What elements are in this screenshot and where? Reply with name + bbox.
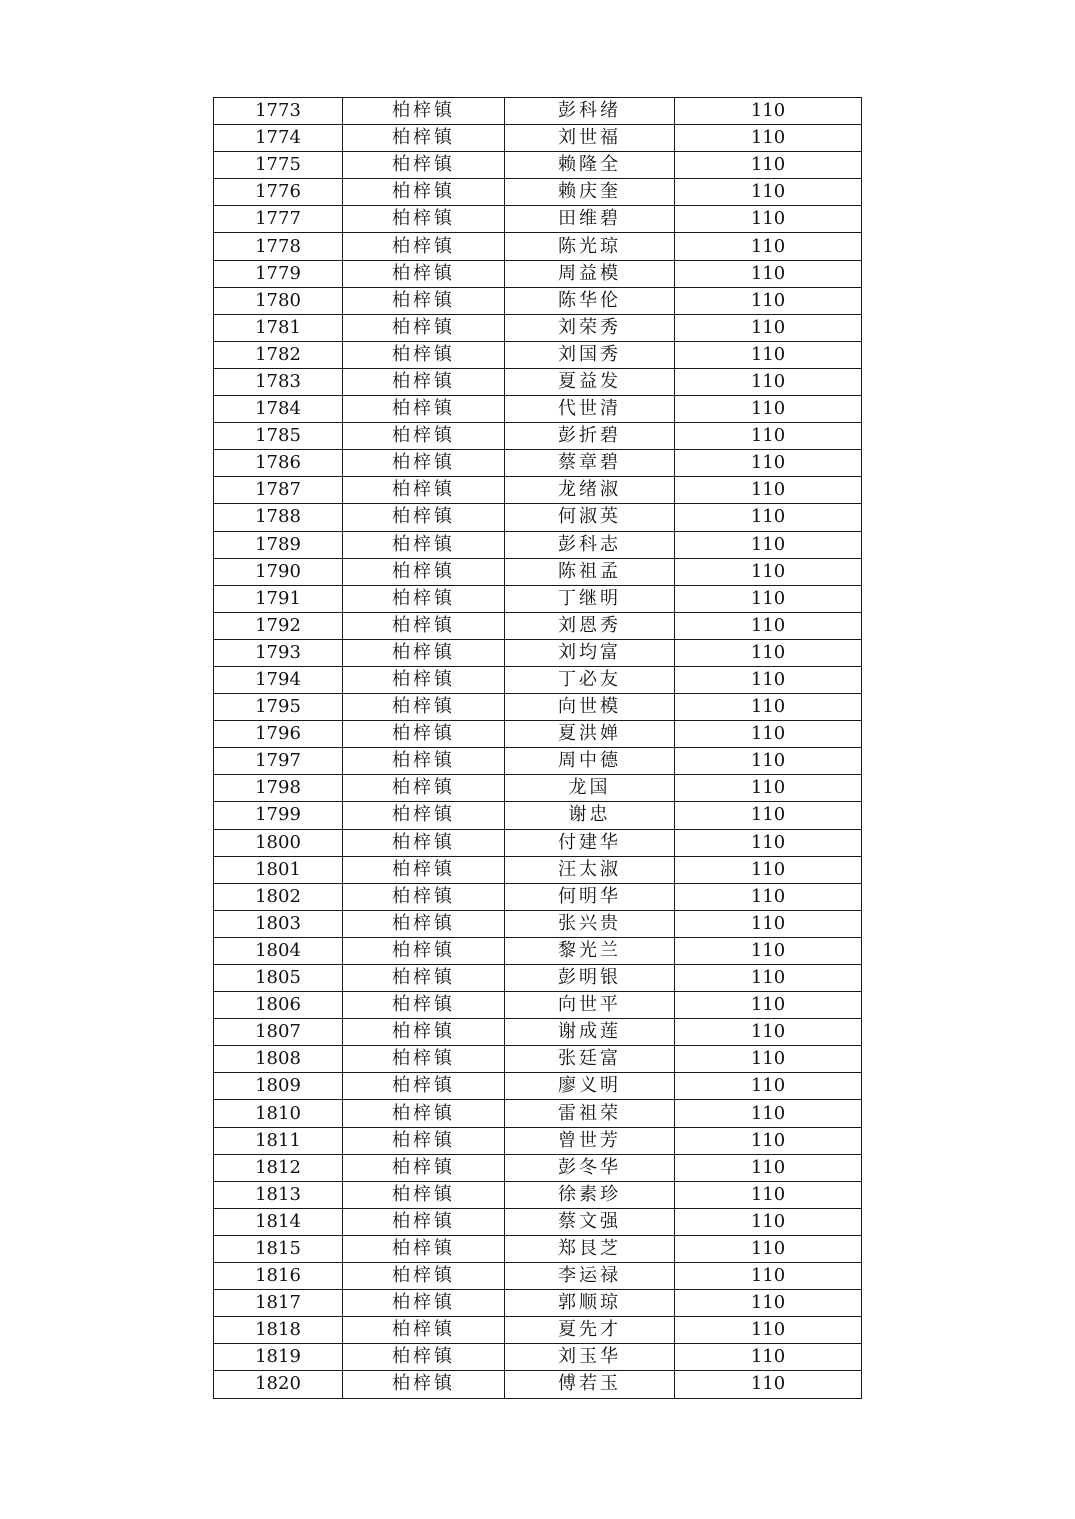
cell-person-name: 汪太淑 [505, 856, 675, 883]
cell-serial-number: 1773 [214, 98, 343, 125]
cell-town: 柏梓镇 [343, 883, 505, 910]
table-row [214, 585, 862, 612]
cell-person-name: 向世模 [505, 694, 675, 721]
cell-town: 柏梓镇 [343, 1317, 505, 1344]
cell-person-name: 谢成莲 [505, 1019, 675, 1046]
cell-person-name: 陈华伦 [505, 287, 675, 314]
cell-amount: 110 [675, 721, 862, 748]
cell-person-name: 郑艮芝 [505, 1235, 675, 1262]
cell-serial-number: 1807 [214, 1019, 343, 1046]
cell-person-name: 黎光兰 [505, 937, 675, 964]
cell-person-name: 彭明银 [505, 965, 675, 992]
cell-town: 柏梓镇 [343, 152, 505, 179]
cell-serial-number: 1774 [214, 125, 343, 152]
cell-person-name: 陈祖孟 [505, 558, 675, 585]
cell-person-name: 谢忠 [505, 802, 675, 829]
cell-serial-number: 1785 [214, 423, 343, 450]
cell-serial-number: 1786 [214, 450, 343, 477]
cell-serial-number: 1813 [214, 1181, 343, 1208]
table-row [214, 98, 862, 125]
table-row [214, 531, 862, 558]
table-row [214, 206, 862, 233]
table-row [214, 1235, 862, 1262]
cell-amount: 110 [675, 125, 862, 152]
cell-serial-number: 1805 [214, 965, 343, 992]
cell-person-name: 丁必友 [505, 666, 675, 693]
cell-serial-number: 1776 [214, 179, 343, 206]
cell-person-name: 代世清 [505, 396, 675, 423]
table-row [214, 1371, 862, 1398]
cell-person-name: 夏洪婵 [505, 721, 675, 748]
cell-amount: 110 [675, 666, 862, 693]
cell-serial-number: 1778 [214, 233, 343, 260]
table-row [214, 721, 862, 748]
table-row [214, 314, 862, 341]
cell-person-name: 夏益发 [505, 368, 675, 395]
cell-person-name: 彭科志 [505, 531, 675, 558]
cell-town: 柏梓镇 [343, 937, 505, 964]
cell-amount: 110 [675, 1019, 862, 1046]
roster-table [213, 97, 862, 1399]
cell-serial-number: 1783 [214, 368, 343, 395]
table-row [214, 504, 862, 531]
table-row [214, 1344, 862, 1371]
cell-amount: 110 [675, 260, 862, 287]
cell-town: 柏梓镇 [343, 504, 505, 531]
table-row [214, 965, 862, 992]
cell-serial-number: 1799 [214, 802, 343, 829]
cell-town: 柏梓镇 [343, 1046, 505, 1073]
table-row [214, 1181, 862, 1208]
cell-person-name: 郭顺琼 [505, 1290, 675, 1317]
table-row [214, 260, 862, 287]
cell-serial-number: 1781 [214, 314, 343, 341]
cell-town: 柏梓镇 [343, 450, 505, 477]
cell-amount: 110 [675, 639, 862, 666]
table-row [214, 125, 862, 152]
table-row [214, 477, 862, 504]
cell-town: 柏梓镇 [343, 748, 505, 775]
roster-table-body [214, 98, 862, 1399]
cell-town: 柏梓镇 [343, 1263, 505, 1290]
cell-town: 柏梓镇 [343, 666, 505, 693]
cell-serial-number: 1817 [214, 1290, 343, 1317]
table-row [214, 368, 862, 395]
cell-amount: 110 [675, 504, 862, 531]
cell-person-name: 蔡文强 [505, 1208, 675, 1235]
cell-amount: 110 [675, 341, 862, 368]
table-row [214, 937, 862, 964]
table-row [214, 1263, 862, 1290]
cell-amount: 110 [675, 1317, 862, 1344]
cell-person-name: 赖庆奎 [505, 179, 675, 206]
cell-town: 柏梓镇 [343, 531, 505, 558]
table-row [214, 1208, 862, 1235]
cell-amount: 110 [675, 1181, 862, 1208]
cell-town: 柏梓镇 [343, 965, 505, 992]
cell-town: 柏梓镇 [343, 992, 505, 1019]
cell-town: 柏梓镇 [343, 1154, 505, 1181]
cell-serial-number: 1796 [214, 721, 343, 748]
cell-serial-number: 1806 [214, 992, 343, 1019]
cell-serial-number: 1802 [214, 883, 343, 910]
cell-amount: 110 [675, 206, 862, 233]
cell-serial-number: 1818 [214, 1317, 343, 1344]
cell-amount: 110 [675, 233, 862, 260]
cell-town: 柏梓镇 [343, 287, 505, 314]
table-row [214, 612, 862, 639]
cell-serial-number: 1820 [214, 1371, 343, 1398]
cell-serial-number: 1784 [214, 396, 343, 423]
table-row [214, 1046, 862, 1073]
cell-person-name: 刘世福 [505, 125, 675, 152]
cell-town: 柏梓镇 [343, 775, 505, 802]
cell-town: 柏梓镇 [343, 721, 505, 748]
cell-town: 柏梓镇 [343, 1235, 505, 1262]
table-row [214, 341, 862, 368]
cell-amount: 110 [675, 937, 862, 964]
cell-serial-number: 1819 [214, 1344, 343, 1371]
cell-person-name: 彭折碧 [505, 423, 675, 450]
table-row [214, 666, 862, 693]
cell-serial-number: 1795 [214, 694, 343, 721]
cell-town: 柏梓镇 [343, 368, 505, 395]
cell-person-name: 刘荣秀 [505, 314, 675, 341]
cell-amount: 110 [675, 1235, 862, 1262]
cell-amount: 110 [675, 1127, 862, 1154]
table-row [214, 1290, 862, 1317]
cell-serial-number: 1787 [214, 477, 343, 504]
table-row [214, 152, 862, 179]
cell-person-name: 丁继明 [505, 585, 675, 612]
cell-person-name: 徐素珍 [505, 1181, 675, 1208]
cell-amount: 110 [675, 531, 862, 558]
table-row [214, 287, 862, 314]
cell-town: 柏梓镇 [343, 585, 505, 612]
cell-person-name: 周中德 [505, 748, 675, 775]
table-row [214, 802, 862, 829]
cell-person-name: 何明华 [505, 883, 675, 910]
cell-town: 柏梓镇 [343, 558, 505, 585]
cell-serial-number: 1804 [214, 937, 343, 964]
cell-amount: 110 [675, 775, 862, 802]
cell-amount: 110 [675, 883, 862, 910]
cell-serial-number: 1780 [214, 287, 343, 314]
table-row [214, 423, 862, 450]
cell-person-name: 付建华 [505, 829, 675, 856]
cell-serial-number: 1775 [214, 152, 343, 179]
cell-town: 柏梓镇 [343, 910, 505, 937]
cell-town: 柏梓镇 [343, 1100, 505, 1127]
cell-serial-number: 1791 [214, 585, 343, 612]
table-row [214, 992, 862, 1019]
cell-town: 柏梓镇 [343, 260, 505, 287]
cell-amount: 110 [675, 1371, 862, 1398]
cell-amount: 110 [675, 152, 862, 179]
cell-amount: 110 [675, 558, 862, 585]
cell-town: 柏梓镇 [343, 1290, 505, 1317]
cell-serial-number: 1782 [214, 341, 343, 368]
cell-town: 柏梓镇 [343, 396, 505, 423]
cell-person-name: 雷祖荣 [505, 1100, 675, 1127]
cell-amount: 110 [675, 992, 862, 1019]
cell-town: 柏梓镇 [343, 612, 505, 639]
cell-amount: 110 [675, 748, 862, 775]
cell-amount: 110 [675, 856, 862, 883]
table-row [214, 1019, 862, 1046]
cell-amount: 110 [675, 1208, 862, 1235]
cell-amount: 110 [675, 1290, 862, 1317]
cell-amount: 110 [675, 477, 862, 504]
cell-person-name: 彭科绪 [505, 98, 675, 125]
table-row [214, 775, 862, 802]
cell-person-name: 田维碧 [505, 206, 675, 233]
cell-town: 柏梓镇 [343, 829, 505, 856]
cell-town: 柏梓镇 [343, 802, 505, 829]
cell-town: 柏梓镇 [343, 1344, 505, 1371]
table-row [214, 1317, 862, 1344]
cell-amount: 110 [675, 1100, 862, 1127]
cell-serial-number: 1812 [214, 1154, 343, 1181]
cell-serial-number: 1798 [214, 775, 343, 802]
cell-person-name: 龙国 [505, 775, 675, 802]
cell-town: 柏梓镇 [343, 856, 505, 883]
cell-amount: 110 [675, 1154, 862, 1181]
cell-town: 柏梓镇 [343, 1019, 505, 1046]
cell-person-name: 赖隆全 [505, 152, 675, 179]
cell-amount: 110 [675, 694, 862, 721]
cell-town: 柏梓镇 [343, 639, 505, 666]
table-row [214, 639, 862, 666]
cell-amount: 110 [675, 802, 862, 829]
cell-serial-number: 1816 [214, 1263, 343, 1290]
cell-person-name: 傅若玉 [505, 1371, 675, 1398]
cell-person-name: 周益模 [505, 260, 675, 287]
cell-serial-number: 1800 [214, 829, 343, 856]
cell-serial-number: 1779 [214, 260, 343, 287]
cell-person-name: 向世平 [505, 992, 675, 1019]
cell-amount: 110 [675, 314, 862, 341]
table-row [214, 1154, 862, 1181]
cell-amount: 110 [675, 368, 862, 395]
table-row [214, 179, 862, 206]
cell-serial-number: 1810 [214, 1100, 343, 1127]
cell-town: 柏梓镇 [343, 1208, 505, 1235]
table-row [214, 1073, 862, 1100]
cell-serial-number: 1788 [214, 504, 343, 531]
cell-serial-number: 1797 [214, 748, 343, 775]
cell-person-name: 张廷富 [505, 1046, 675, 1073]
cell-serial-number: 1809 [214, 1073, 343, 1100]
cell-town: 柏梓镇 [343, 98, 505, 125]
table-row [214, 694, 862, 721]
cell-amount: 110 [675, 1344, 862, 1371]
cell-serial-number: 1790 [214, 558, 343, 585]
cell-person-name: 陈光琼 [505, 233, 675, 260]
cell-person-name: 蔡章碧 [505, 450, 675, 477]
cell-serial-number: 1777 [214, 206, 343, 233]
cell-amount: 110 [675, 98, 862, 125]
table-row [214, 1127, 862, 1154]
cell-serial-number: 1794 [214, 666, 343, 693]
table-row [214, 450, 862, 477]
cell-person-name: 刘恩秀 [505, 612, 675, 639]
cell-amount: 110 [675, 287, 862, 314]
cell-serial-number: 1815 [214, 1235, 343, 1262]
cell-amount: 110 [675, 1263, 862, 1290]
cell-person-name: 龙绪淑 [505, 477, 675, 504]
cell-amount: 110 [675, 179, 862, 206]
cell-person-name: 曾世芳 [505, 1127, 675, 1154]
cell-town: 柏梓镇 [343, 694, 505, 721]
cell-person-name: 刘均富 [505, 639, 675, 666]
cell-town: 柏梓镇 [343, 1073, 505, 1100]
cell-serial-number: 1808 [214, 1046, 343, 1073]
cell-town: 柏梓镇 [343, 314, 505, 341]
table-row [214, 1100, 862, 1127]
cell-amount: 110 [675, 585, 862, 612]
table-row [214, 748, 862, 775]
cell-person-name: 彭冬华 [505, 1154, 675, 1181]
cell-amount: 110 [675, 1073, 862, 1100]
cell-person-name: 张兴贵 [505, 910, 675, 937]
cell-person-name: 何淑英 [505, 504, 675, 531]
table-row [214, 396, 862, 423]
cell-person-name: 刘玉华 [505, 1344, 675, 1371]
cell-person-name: 廖义明 [505, 1073, 675, 1100]
cell-town: 柏梓镇 [343, 423, 505, 450]
cell-serial-number: 1792 [214, 612, 343, 639]
cell-person-name: 夏先才 [505, 1317, 675, 1344]
table-row [214, 910, 862, 937]
cell-town: 柏梓镇 [343, 477, 505, 504]
cell-amount: 110 [675, 396, 862, 423]
cell-town: 柏梓镇 [343, 233, 505, 260]
cell-amount: 110 [675, 450, 862, 477]
cell-town: 柏梓镇 [343, 1371, 505, 1398]
cell-person-name: 李运禄 [505, 1263, 675, 1290]
cell-serial-number: 1793 [214, 639, 343, 666]
cell-amount: 110 [675, 965, 862, 992]
cell-amount: 110 [675, 829, 862, 856]
cell-town: 柏梓镇 [343, 179, 505, 206]
cell-person-name: 刘国秀 [505, 341, 675, 368]
cell-amount: 110 [675, 910, 862, 937]
table-row [214, 233, 862, 260]
cell-serial-number: 1803 [214, 910, 343, 937]
cell-amount: 110 [675, 423, 862, 450]
table-row [214, 558, 862, 585]
cell-town: 柏梓镇 [343, 341, 505, 368]
cell-serial-number: 1789 [214, 531, 343, 558]
cell-amount: 110 [675, 612, 862, 639]
table-row [214, 829, 862, 856]
cell-serial-number: 1814 [214, 1208, 343, 1235]
table-row [214, 883, 862, 910]
cell-serial-number: 1801 [214, 856, 343, 883]
cell-amount: 110 [675, 1046, 862, 1073]
table-row [214, 856, 862, 883]
cell-serial-number: 1811 [214, 1127, 343, 1154]
cell-town: 柏梓镇 [343, 206, 505, 233]
cell-town: 柏梓镇 [343, 1127, 505, 1154]
cell-town: 柏梓镇 [343, 125, 505, 152]
cell-town: 柏梓镇 [343, 1181, 505, 1208]
